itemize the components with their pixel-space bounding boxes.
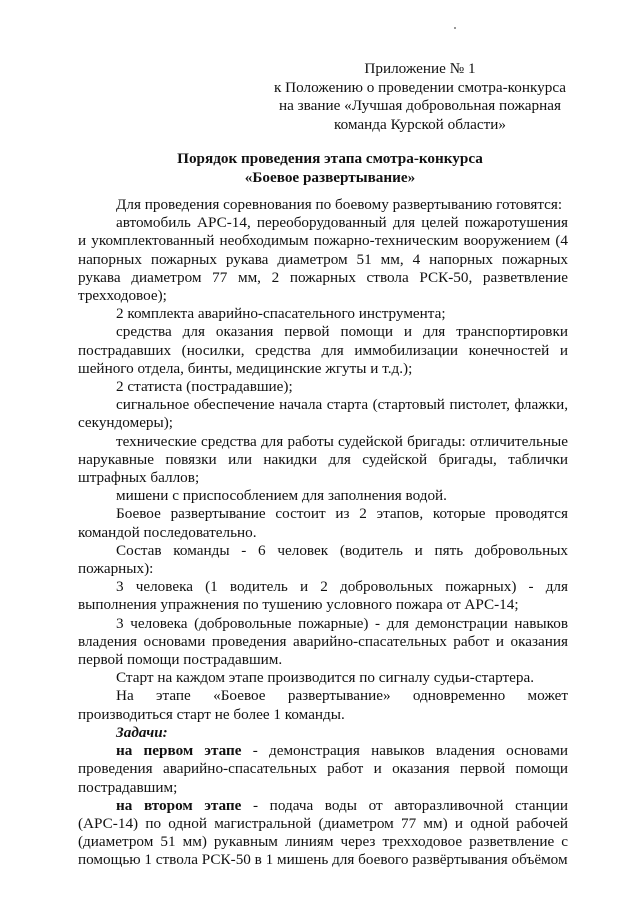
stage-two-label: на втором этапе (116, 796, 242, 814)
paragraph-one-team: На этапе «Боевое развертывание» одновременно может производиться старт не более 1 команды. (78, 687, 568, 723)
paragraph-team: Состав команды - 6 человек (водитель и пять добровольных пожарных): (78, 541, 568, 578)
paragraph-first-aid: средства для оказания первой помощи и для транспортировки пострадавших (носилки, средства для иммобилизации конечностей и шейного отдела, бинты, медицинские жгуты и т.д.); (78, 323, 568, 377)
tasks-label: Задачи: (116, 723, 168, 741)
paragraph-intro: Для проведения соревнования по боевому развертыванию готовятся: (116, 196, 563, 213)
paragraph-stage-two (78, 797, 568, 870)
stage-two-text: - подача воды от авторазливочной станции (АРС-14) по одной магистральной (диаметром 77 мм) и одной рабочей (диаметром 51 мм) рукавным линиям через трехходовое разветвление с помощью 1 ствола РСК-50 в 1 мишень для боевого развёртывания объёмом (78, 796, 568, 869)
paragraph-start: Старт на каждом этапе производится по сигналу судьи-стартера. (116, 669, 535, 687)
appendix-line-2: к Положению о проведении смотра-конкурса (273, 78, 567, 96)
paragraph-team-a: 3 человека (1 водитель и 2 добровольных пожарных) - для выполнения упражнения по тушению условного пожара от АРС-14; (78, 578, 568, 614)
paragraph-stages: Боевое развертывание состоит из 2 этапов, которые проводятся командой последовательно. (78, 505, 568, 541)
appendix-line-4: команда Курской области» (334, 115, 506, 133)
paragraph-tools: 2 комплекта аварийно-спасательного инструмента; (116, 305, 446, 323)
title-line-1: Порядок проведения этапа смотра-конкурса (177, 150, 483, 167)
paragraph-targets: мишени с приспособлением для заполнения водой. (116, 487, 447, 505)
paragraph-judges: технические средства для работы судейской бригады: отличительные нарукавные повязки или накидки для судейской бригады, таблички штрафных баллов; (78, 432, 568, 487)
stage-one-text: - демонстрация навыков владения основами проведения аварийно-спасательных работ и оказания первой помощи пострадавшим; (78, 742, 569, 796)
paragraph-tasks-label (78, 724, 568, 742)
appendix-line-1: Приложение № 1 (364, 60, 476, 77)
paragraph-signals: сигнальное обеспечение начала старта (стартовый пистолет, флажки, секундомеры); (78, 396, 568, 432)
stage-one-label: на первом этапе (116, 742, 242, 760)
paragraph-vehicle: автомобиль АРС-14, переоборудованный для целей пожаротушения и укомплектованный необходимым пожарно-техническим вооружением (4 напорных пожарных рукава диаметром 51 мм, 4 напорных пожарных рукава диаметром 77 мм, 2 пожарных ствола РСК-50, разветвление трехходовое); (78, 214, 568, 305)
paragraph-stage-one (78, 742, 568, 797)
document-title (60, 150, 600, 187)
document-body (78, 196, 568, 870)
appendix-line-3: на звание «Лучшая добровольная пожарная (278, 97, 561, 114)
appendix-header (255, 60, 585, 134)
paragraph-extras: 2 статиста (пострадавшие); (116, 378, 293, 396)
scan-speck (454, 27, 456, 29)
paragraph-team-b: 3 человека (добровольные пожарные) - для демонстрации навыков владения основами проведения аварийно-спасательных работ и оказания первой помощи пострадавшим. (78, 614, 568, 669)
title-line-2: «Боевое развертывание» (244, 168, 416, 186)
